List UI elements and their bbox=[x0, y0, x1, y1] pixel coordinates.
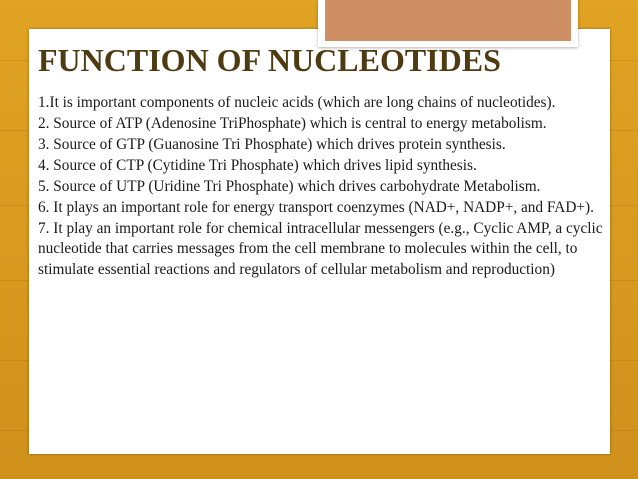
point-2: 2. Source of ATP (Adenosine TriPhosphate) which is central to energy metabolism. bbox=[38, 114, 547, 132]
point-1: 1.It is important components of nucleic acids (which are long chains of nucleotides). bbox=[38, 94, 556, 111]
decorative-tab-fill bbox=[325, 0, 571, 41]
point-5: 5. Source of UTP (Uridine Tri Phosphate) which drives carbohydrate Metabolism. bbox=[38, 177, 541, 195]
point-7: 7. It play an important role for chemical intracellular messengers (e.g., Cyclic AMP, a cyclic nucleotide that carries messages from the cell membrane to molecules within the cell, to stimulate essential reactions and regulators of cellular metabolism and reproduction) bbox=[38, 219, 603, 278]
point-3: 3. Source of GTP (Guanosine Tri Phosphate) which drives protein synthesis. bbox=[38, 135, 506, 153]
slide-title: FUNCTION OF NUCLEOTIDES bbox=[38, 42, 501, 78]
body-text bbox=[38, 93, 612, 280]
point-6: 6. It plays an important role for energy transport coenzymes (NAD+, NADP+, and FAD+). bbox=[38, 198, 594, 216]
point-4: 4. Source of CTP (Cytidine Tri Phosphate) which drives lipid synthesis. bbox=[38, 156, 477, 174]
